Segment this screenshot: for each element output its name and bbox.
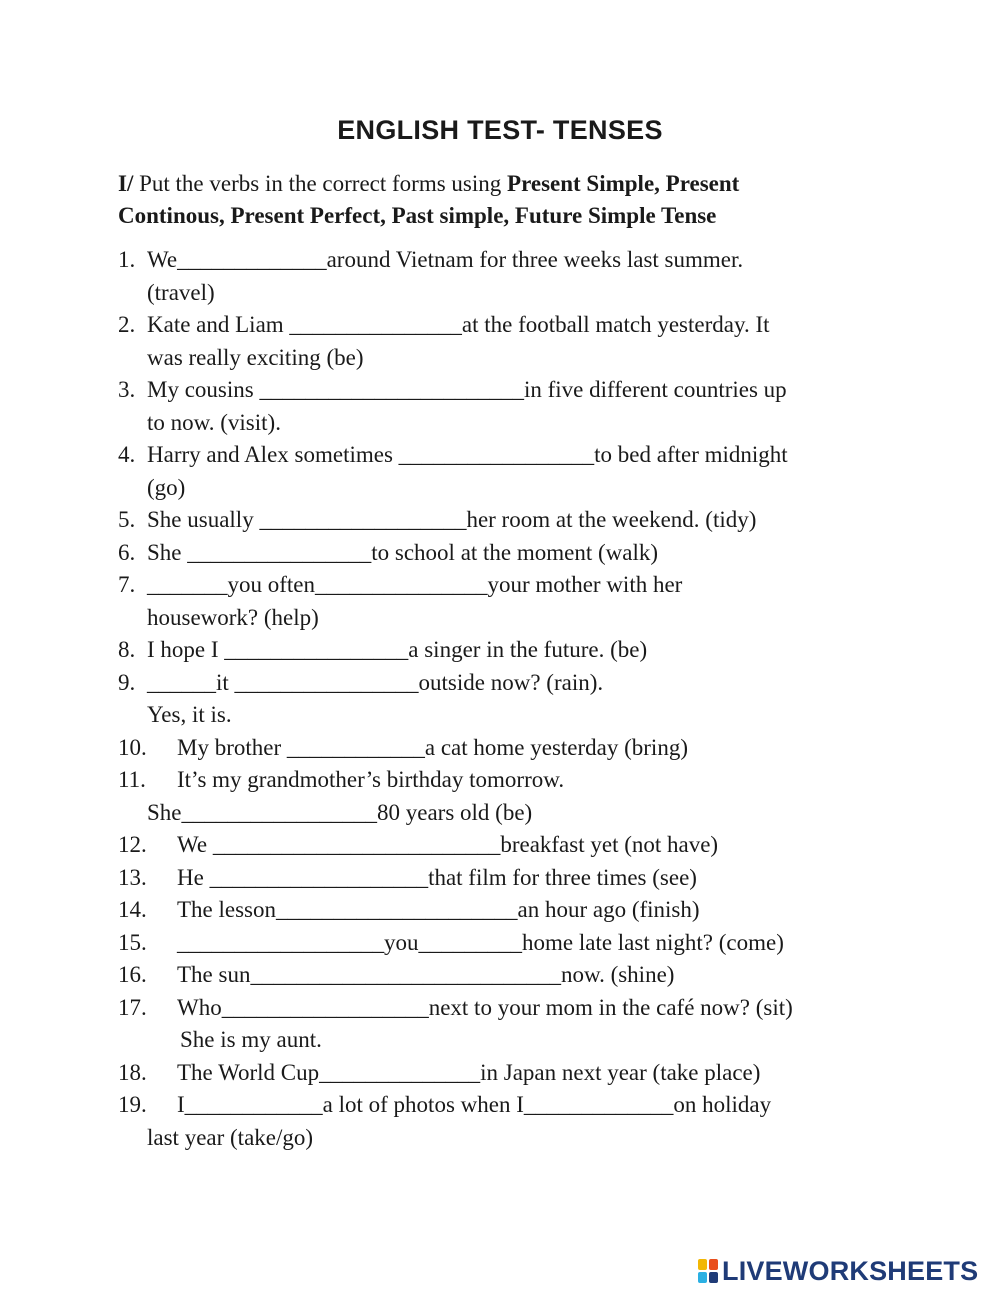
item-text: I hope I ________________a singer in the future. (be) [147, 637, 648, 662]
item-number: 7. [118, 572, 136, 597]
item-text: __________________you_________home late last night? (come) [177, 929, 784, 955]
item-text: She usually __________________her room at the weekend. (tidy) [147, 507, 757, 532]
page-title: ENGLISH TEST- TENSES [337, 115, 663, 145]
item-number: 12. [118, 832, 147, 857]
item-number: 9. [118, 669, 136, 695]
item-text: _______you often_______________your mother with her [147, 572, 683, 597]
item-continuation: was really exciting (be) [147, 344, 364, 370]
item-number: 14. [118, 897, 147, 922]
item-continuation: She_________________80 years old (be) [147, 799, 533, 825]
item-number: 6. [118, 539, 136, 565]
exercise-item [118, 1057, 888, 1090]
item-number: 18. [118, 1059, 147, 1085]
item-number: 4. [118, 442, 136, 467]
exercise-item [118, 894, 888, 927]
liveworksheets-logo-icon [698, 1259, 718, 1283]
item-number: 19. [118, 1092, 147, 1117]
item-number: 5. [118, 507, 136, 532]
exercise-item [118, 244, 888, 309]
item-text: The lesson_____________________an hour ago (finish) [177, 897, 700, 922]
exercise-item [118, 667, 888, 732]
item-continuation: last year (take/go) [147, 1124, 314, 1150]
exercise-item [118, 992, 888, 1057]
item-number: 16. [118, 962, 147, 987]
item-text: We _________________________breakfast yet (not have) [177, 832, 719, 857]
item-number: 11. [118, 767, 146, 792]
item-number: 17. [118, 994, 147, 1020]
item-text: Who__________________next to your mom in the café now? (sit) [177, 994, 793, 1020]
item-continuation: (travel) [147, 279, 215, 305]
item-number: 13. [118, 864, 147, 890]
liveworksheets-logo [698, 1255, 978, 1287]
item-number: 3. [118, 377, 136, 402]
item-text: Kate and Liam _______________at the football match yesterday. It [147, 312, 770, 337]
exercise-item [118, 732, 888, 765]
instruction-prefix: I/ [118, 171, 134, 196]
exercise-item [118, 634, 888, 667]
instruction-text: Put the verbs in the correct forms using [133, 171, 508, 196]
item-text: Harry and Alex sometimes _________________to bed after midnight [147, 442, 788, 467]
liveworksheets-logo-text: LIVEWORKSHEETS [722, 1255, 979, 1286]
exercise-item [118, 927, 888, 960]
item-text: She ________________to school at the moment (walk) [147, 539, 659, 565]
item-number: 8. [118, 637, 136, 662]
instruction [118, 168, 878, 232]
item-text: My brother ____________a cat home yesterday (bring) [177, 734, 688, 760]
item-continuation: housework? (help) [147, 604, 319, 630]
instruction-bold-1: Present Simple, Present [507, 171, 740, 196]
item-text: The sun___________________________now. (shine) [177, 962, 675, 987]
exercise-item [118, 829, 888, 862]
exercise-item [118, 439, 888, 504]
item-continuation: Yes, it is. [147, 702, 232, 727]
item-number: 2. [118, 312, 136, 337]
item-number: 10. [118, 734, 147, 760]
exercise-item [118, 309, 888, 374]
item-continuation: (go) [147, 474, 186, 500]
exercise-item [118, 959, 888, 992]
item-text: The World Cup______________in Japan next year (take place) [177, 1059, 761, 1085]
exercise-item [118, 569, 888, 634]
item-continuation: to now. (visit). [147, 409, 281, 435]
exercise-item [118, 1089, 888, 1154]
item-text: We_____________around Vietnam for three weeks last summer. [147, 247, 744, 272]
exercise-item [118, 764, 888, 829]
item-text: My cousins _______________________in five different countries up [147, 377, 787, 402]
item-number: 1. [118, 247, 136, 272]
item-continuation: She is my aunt. [180, 1027, 322, 1052]
instruction-bold-2: Continous, Present Perfect, Past simple, Future Simple Tense [118, 203, 717, 228]
exercise-item [118, 537, 888, 570]
exercise-list [118, 244, 888, 1154]
exercise-item [118, 504, 888, 537]
item-text: I____________a lot of photos when I_____________on holiday [177, 1092, 772, 1117]
exercise-item [118, 374, 888, 439]
item-text: ______it ________________outside now? (rain). [147, 669, 604, 695]
item-number: 15. [118, 929, 147, 955]
item-text: It’s my grandmother’s birthday tomorrow. [177, 767, 565, 792]
item-text: He ___________________that film for three times (see) [177, 864, 697, 890]
exercise-item [118, 862, 888, 895]
